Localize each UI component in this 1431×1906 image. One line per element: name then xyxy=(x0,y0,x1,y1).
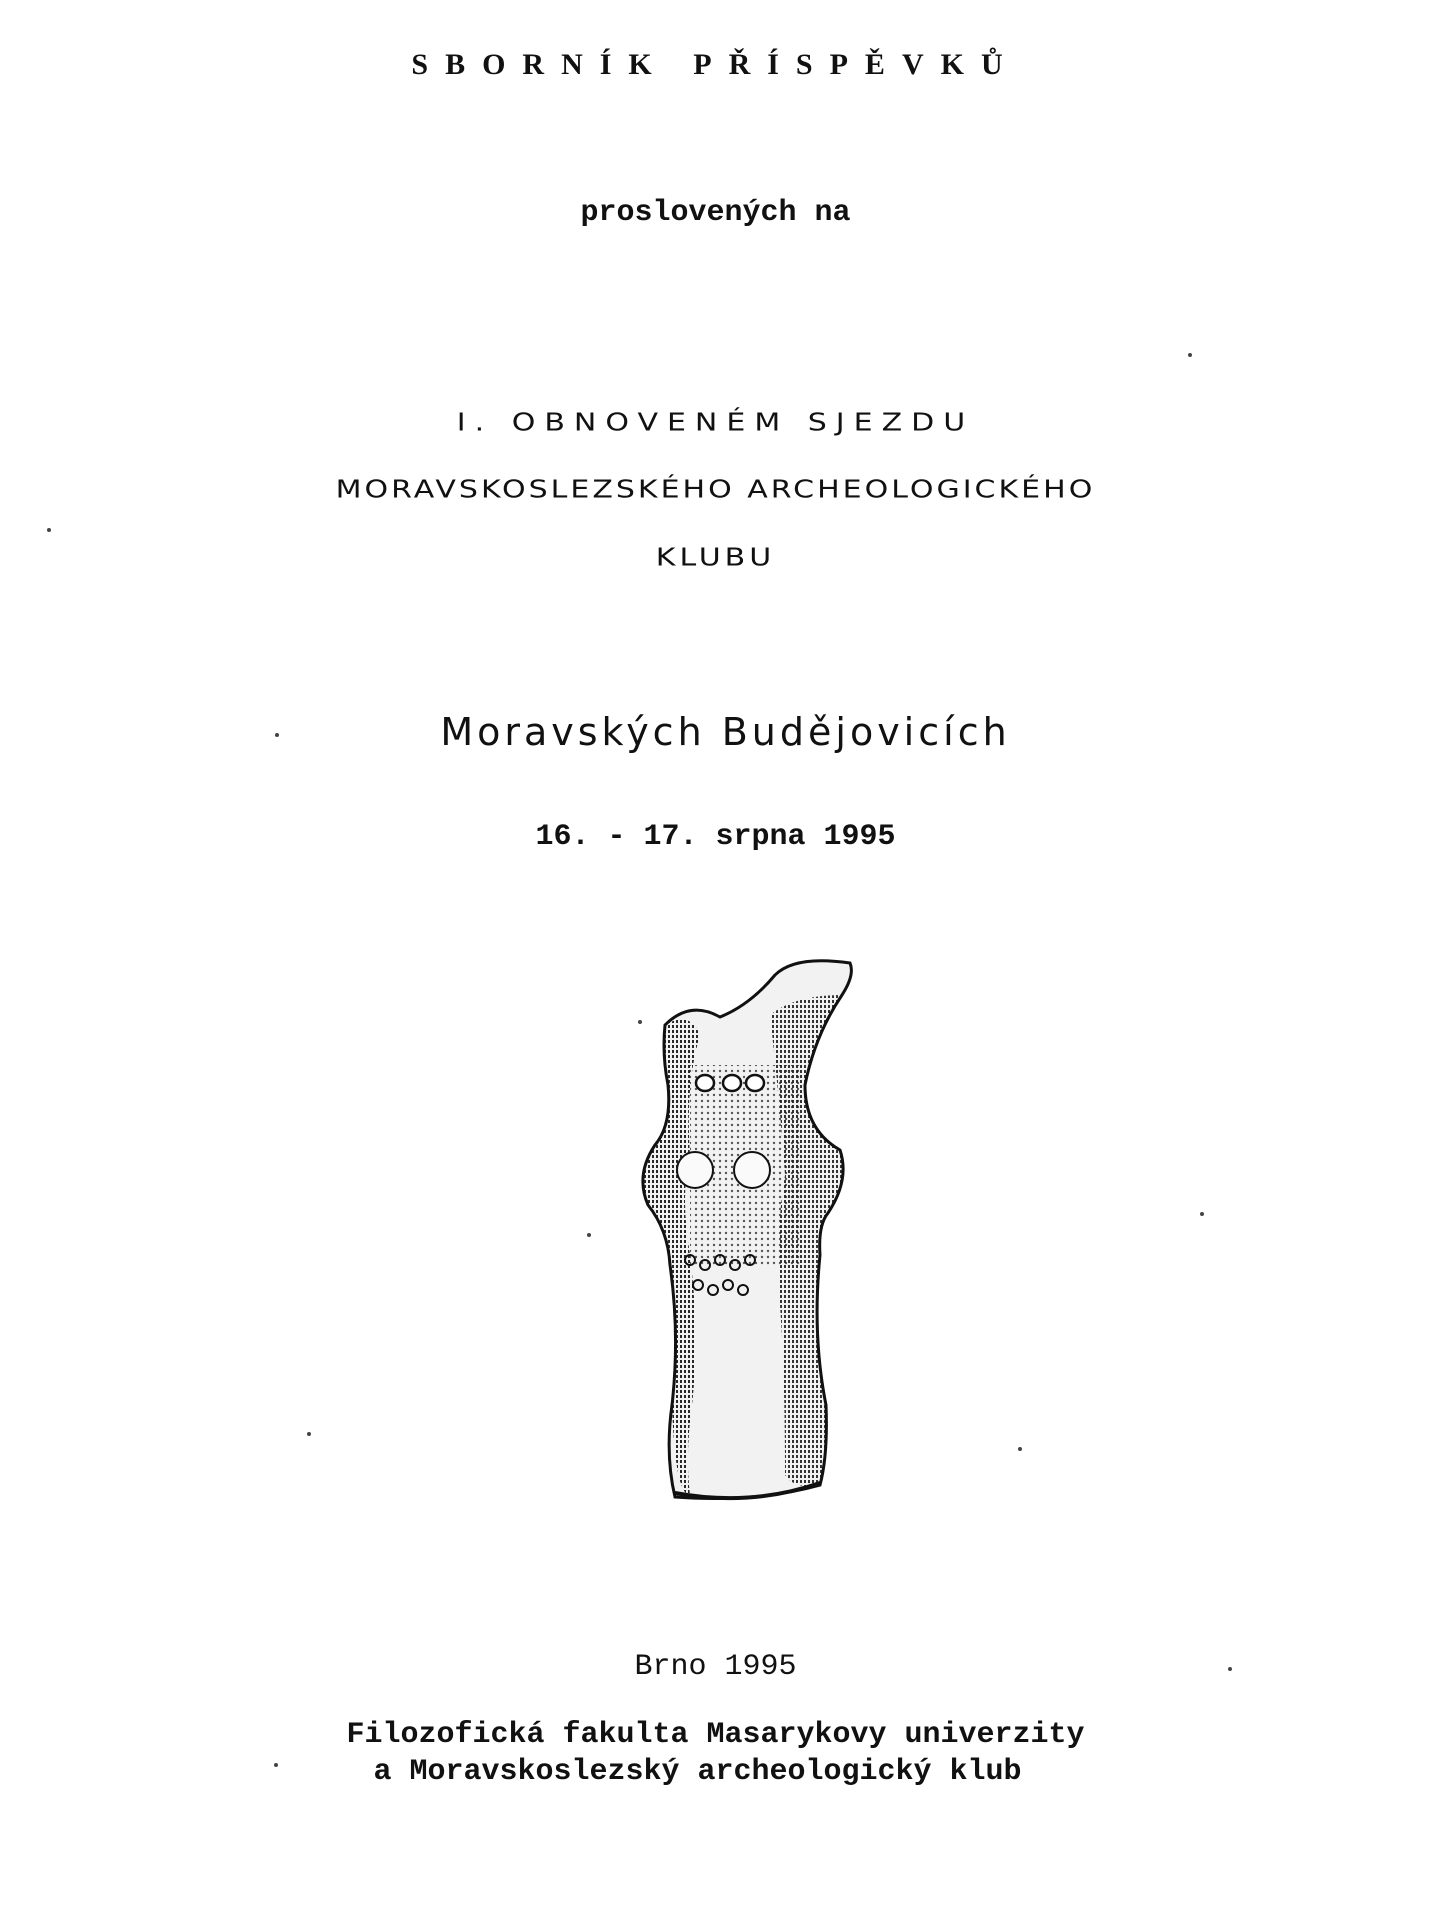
scan-speck xyxy=(274,1763,278,1767)
city-year: Brno 1995 xyxy=(634,1650,797,1684)
event-title-line-1: I. OBNOVENÉM SJEZDU xyxy=(456,408,975,437)
subtitle: proslovených na xyxy=(580,196,851,230)
scan-speck xyxy=(638,1020,642,1024)
event-date: 16. - 17. srpna 1995 xyxy=(535,820,896,854)
scan-speck xyxy=(1200,1212,1204,1216)
publisher-line-1: Filozofická fakulta Masarykovy univerzity xyxy=(346,1718,1085,1752)
scan-speck xyxy=(1188,353,1192,357)
event-title-line-2: MORAVSKOSLEZSKÉHO ARCHEOLOGICKÉHO xyxy=(335,475,1096,504)
event-title-line-3: KLUBU xyxy=(655,543,776,572)
scan-speck xyxy=(47,528,51,532)
scan-speck xyxy=(307,1432,311,1436)
figurine-illustration xyxy=(580,955,870,1515)
scan-speck xyxy=(1228,1667,1232,1671)
scan-speck xyxy=(275,733,279,737)
scan-speck xyxy=(1018,1447,1022,1451)
event-place: Moravských Budějovicích xyxy=(440,710,1011,754)
scan-speck xyxy=(587,1233,591,1237)
document-title: SBORNÍK PŘÍSPĚVKŮ xyxy=(411,48,1020,81)
publisher-line-2: a Moravskoslezský archeologický klub xyxy=(373,1755,1022,1789)
